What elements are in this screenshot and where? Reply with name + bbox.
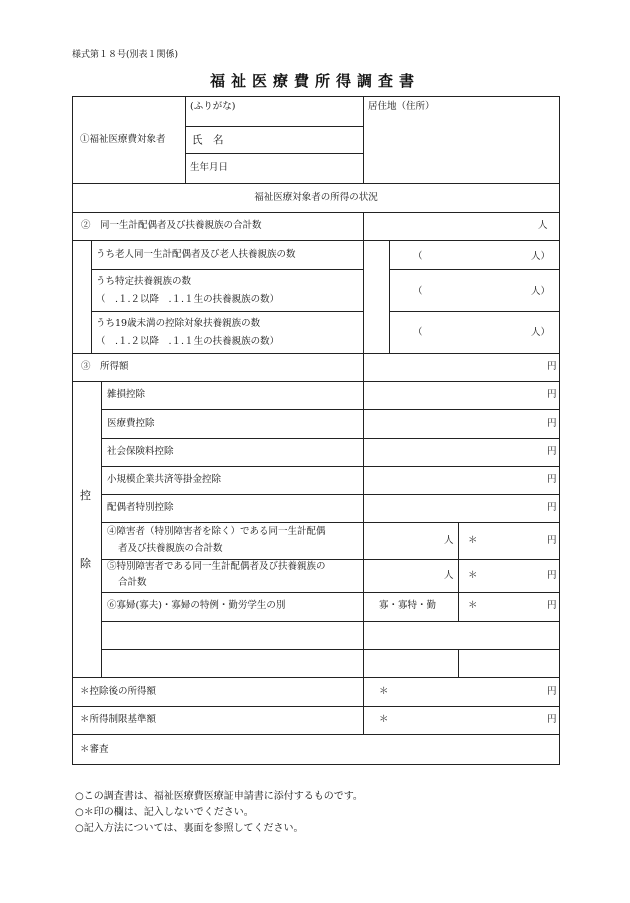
rule (91, 240, 92, 353)
rule (72, 677, 560, 678)
asterisk-mark: ＊ (379, 714, 389, 725)
unit-yen: 円 (547, 361, 557, 372)
section-heading: 福祉医療対象者の所得の状況 (254, 192, 378, 203)
furigana-label: (ふりがな) (190, 101, 236, 112)
address-label: 居住地（住所） (368, 101, 435, 112)
deduction-item: 配偶者特別控除 (107, 502, 174, 513)
deduction-item: 小規模企業共済等掛金控除 (107, 474, 222, 485)
rule (91, 269, 364, 270)
rule (72, 183, 560, 184)
unit-yen: 円 (547, 600, 557, 611)
unit-person: 人） (531, 251, 551, 262)
asterisk-mark: ＊ (468, 535, 478, 546)
income-label: ③ 所得額 (81, 361, 129, 372)
rule (458, 649, 459, 677)
rule (101, 438, 560, 439)
unit-person: 人） (531, 286, 551, 297)
open-paren: （ (413, 251, 423, 262)
unit-person: 人） (531, 327, 551, 338)
deduction-item: 雑損控除 (107, 389, 146, 400)
name-label: 氏 名 (192, 134, 224, 146)
specified-label: うち特定扶養親族の数 (96, 276, 192, 287)
rule (72, 381, 560, 382)
asterisk-mark: ＊ (379, 686, 389, 697)
rule (101, 466, 560, 467)
deduction-item: 者及び扶養親族の合計数 (118, 543, 223, 554)
rule (185, 126, 363, 127)
rule (389, 311, 560, 312)
elderly-label: うち老人同一生計配偶者及び老人扶養親族の数 (96, 249, 296, 260)
deduction-item: ⑤特別障害者である同一生計配偶者及び扶養親族の (107, 561, 326, 572)
rule (389, 240, 390, 353)
unit-yen: 円 (547, 502, 557, 513)
open-paren: （ (413, 327, 423, 338)
deduction-item: 合計数 (118, 577, 147, 588)
rule (72, 353, 560, 354)
dependents-total-label: ② 同一生計配偶者及び扶養親族の合計数 (81, 220, 262, 231)
rule (363, 96, 364, 183)
page-title: 福祉医療費所得調査書 (209, 72, 420, 90)
rule (101, 592, 560, 593)
rule (185, 96, 186, 183)
note-item: ○この調査書は、福祉医療費医療証申請書に添付するものです。 (75, 791, 363, 802)
open-paren: （ (413, 286, 423, 297)
rule (101, 494, 560, 495)
form-number: 様式第１８号(別表１関係) (72, 50, 179, 60)
unit-yen: 円 (547, 535, 557, 546)
rule (72, 212, 560, 213)
unit-person: 人 (444, 535, 454, 546)
rule (72, 240, 560, 241)
deduction-side-label: 除 (80, 557, 91, 570)
note-item: ○＊印の欄は、記入しないでください。 (75, 807, 254, 818)
note-item: ○記入方法については、裏面を参照してください。 (75, 823, 304, 834)
specified-sublabel: （ .１.２以降 .１.１生の扶養親族の数） (96, 294, 280, 305)
unit-yen: 円 (547, 446, 557, 457)
rule (458, 522, 459, 621)
rule (389, 269, 560, 270)
rule (101, 649, 560, 650)
unit-yen: 円 (547, 418, 557, 429)
dob-label: 生年月日 (190, 162, 229, 173)
rule (72, 734, 560, 735)
rule (101, 522, 560, 523)
unit-yen: 円 (547, 714, 557, 725)
deduction-side-label: 控 (80, 489, 91, 502)
rule (72, 706, 560, 707)
widow-options: 寡・寡特・勤 (379, 600, 437, 611)
asterisk-mark: ＊ (468, 570, 478, 581)
unit-yen: 円 (547, 570, 557, 581)
deduction-item: 社会保険料控除 (107, 446, 174, 457)
under19-sublabel: （ .１.２以降 .１.１生の扶養親族の数） (96, 336, 280, 347)
rule (101, 381, 102, 677)
rule (185, 153, 363, 154)
unit-yen: 円 (547, 686, 557, 697)
subject-label: ①福祉医療費対象者 (80, 134, 166, 145)
unit-yen: 円 (547, 389, 557, 400)
limit-label: ＊所得制限基準額 (80, 714, 157, 725)
unit-person: 人 (444, 570, 454, 581)
rule (101, 409, 560, 410)
asterisk-mark: ＊ (468, 600, 478, 611)
unit-person: 人 (538, 220, 548, 231)
deduction-item: 医療費控除 (107, 418, 155, 429)
deduction-item: ④障害者（特別障害者を除く）である同一生計配偶 (107, 526, 326, 537)
notes (75, 789, 363, 837)
after-deduction-label: ＊控除後の所得額 (80, 686, 157, 697)
rule (91, 311, 364, 312)
unit-yen: 円 (547, 474, 557, 485)
rule (363, 212, 364, 734)
rule (101, 621, 560, 622)
rule (101, 559, 560, 560)
under19-label: うち19歳未満の控除対象扶養親族の数 (96, 318, 261, 329)
review-label: ＊審査 (80, 744, 109, 755)
deduction-item: ⑥寡婦(寡夫)・寡婦の特例・勤労学生の別 (107, 600, 286, 611)
